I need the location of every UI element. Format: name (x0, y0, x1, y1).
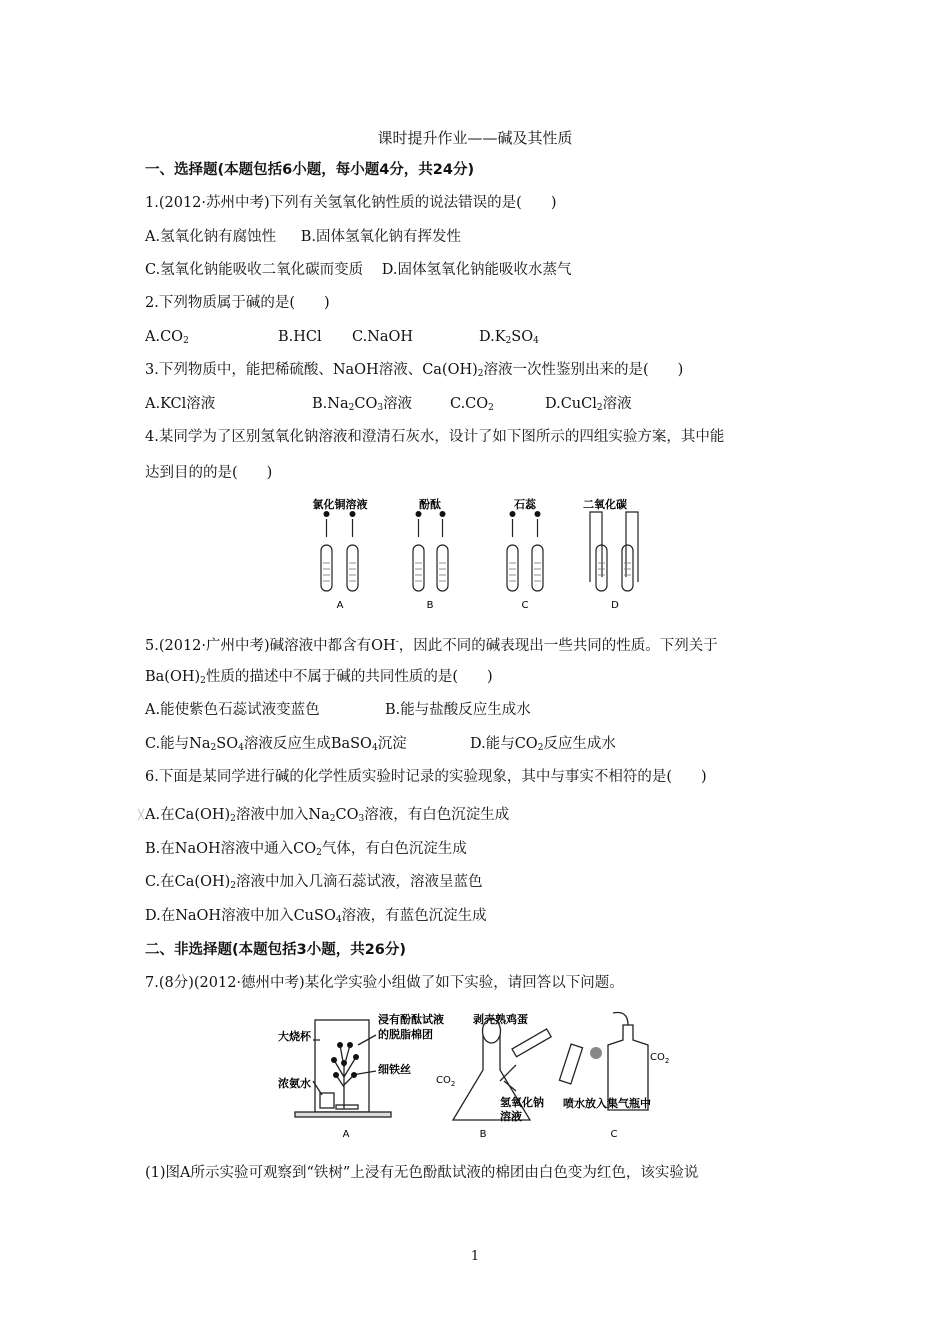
figure-letter-d: D (611, 600, 619, 611)
question-2-stem: 2.下列物质属于碱的是( ) (145, 295, 330, 311)
figure-letter-b: B (479, 1129, 487, 1140)
option-a: A.能使紫色石蕊试液变蓝色 (145, 702, 320, 718)
spray-bottle (559, 1044, 582, 1084)
question-7-stem: 7.(8分)(2012·德州中考)某化学实验小组做了如下实验，请回答以下问题。 (145, 975, 624, 991)
page-title: 课时提升作业——碱及其性质 (377, 129, 573, 147)
label-iron-wire: 细铁丝 (378, 1063, 411, 1076)
question-3-stem: 3.下列物质中，能把稀硫酸、NaOH溶液、$Ca(OH)_2$溶液一次性鉴别出来的是( ) (145, 362, 684, 379)
question-4-stem-line1: 4.某同学为了区别氢氧化钠溶液和澄清石灰水，设计了如下图所示的四组实验方案，其中能 (145, 429, 725, 445)
option-b: B.能与盐酸反应生成水 (385, 702, 531, 718)
question-6-stem: 6.下面是某同学进行碱的化学性质实验时记录的实验现象，其中与事实不相符的是( ) (145, 769, 707, 785)
figure-letter-a: A (342, 1129, 350, 1140)
question-4-stem-line2: 达到目的的是( ) (145, 465, 273, 481)
option-c: $C.CO_2$ (450, 396, 494, 413)
tube-pair-d (590, 512, 638, 591)
question-1-stem: 1.(2012·苏州中考)下列有关氢氧化钠性质的说法错误的是( ) (145, 195, 557, 211)
question-4-figure (300, 497, 650, 612)
option-b: B.HCl (278, 329, 322, 345)
question-6-option-b: B.在NaOH溶液中通入$CO_2$气体，有白色沉淀生成 (145, 841, 467, 858)
question-1-options-row1 (145, 227, 461, 247)
section-heading-nonchoice: 二、非选择题(本题包括3小题，共26分) (145, 942, 407, 958)
label-cotton-line2: 的脱脂棉团 (378, 1028, 433, 1041)
option-c: C.能与$Na_2SO_4$溶液反应生成BaSO$_4$沉淀 (145, 736, 407, 753)
label-beaker: 大烧杯 (278, 1030, 311, 1043)
label-spray: 喷水放入集气瓶中 (563, 1097, 651, 1110)
page-number: 1 (470, 1249, 480, 1264)
tube-pair-c (507, 519, 543, 591)
option-d: $D.K_2SO_4$ (479, 329, 539, 346)
label-phenolphthalein: 酚酞 (419, 498, 441, 511)
option-d: D.能与$CO_2$反应生成水 (470, 736, 616, 753)
figure-letter-b: B (426, 600, 434, 611)
x-mark-icon: ╳ (138, 810, 145, 821)
option-b: $B.Na_2CO_3$溶液 (312, 396, 413, 413)
question-6-option-c: C.在$Ca(OH)_2$溶液中加入几滴石蕊试液，溶液呈蓝色 (145, 874, 483, 891)
figure-letter-c: C (521, 600, 529, 611)
question-5-stem-line1: 5.(2012·广州中考)碱溶液中都含有OH-，因此不同的碱表现出一些共同的性质。下列关于 (145, 637, 718, 654)
label-ammonia: 浓氨水 (278, 1077, 311, 1090)
question-5-stem-line2: $Ba(OH)_2$性质的描述中不属于碱的共同性质的是( ) (145, 669, 493, 686)
label-litmus: 石蕊 (514, 498, 536, 511)
beaker (315, 1020, 369, 1112)
option-a: A.氢氧化钠有腐蚀性 (145, 229, 277, 245)
question-6-option-a: ╳ A.在$Ca(OH)_2$溶液中加入$Na_2CO_3$溶液，有白色沉淀生成 (138, 807, 510, 824)
label-cotton-line1: 浸有酚酞试液 (378, 1013, 444, 1026)
option-b: B.固体氢氧化钠有挥发性 (300, 229, 461, 245)
question-7-part-1: (1)图A所示实验可观察到“铁树”上浸有无色酚酞试液的棉团由白色变为红色，该实验说 (145, 1165, 699, 1181)
figure-letter-c: C (610, 1129, 618, 1140)
label-naoh-line1: 氢氧化钠 (500, 1096, 544, 1109)
figure-letter-a: A (336, 600, 344, 611)
syringe (512, 1029, 551, 1057)
option-d: D.CuCl$_2$溶液 (545, 396, 632, 413)
ammonia-bottle (320, 1093, 334, 1108)
tube-pair-a (321, 519, 358, 591)
section-heading-choice: 一、选择题(本题包括6小题，每小题4分，共24分) (145, 162, 475, 178)
label-co2-b: $CO_2$ (436, 1075, 456, 1088)
label-carbon-dioxide: 二氧化碳 (583, 498, 627, 511)
tube-pair-b (413, 519, 448, 591)
label-co2-c: $CO_2$ (650, 1052, 670, 1065)
label-copper-chloride: 氯化铜溶液 (312, 498, 368, 511)
question-6-option-d: D.在NaOH溶液中加入CuSO$_4$溶液，有蓝色沉淀生成 (145, 908, 487, 925)
option-d: D.固体氢氧化钠能吸收水蒸气 (381, 262, 572, 278)
option-c: C.氢氧化钠能吸收二氧化碳而变质 (145, 262, 364, 278)
question-1-options-row2 (145, 260, 572, 280)
option-a: A.KCl溶液 (145, 396, 216, 412)
question-7-figure (278, 1005, 708, 1145)
option-c: C.NaOH (352, 329, 414, 345)
label-naoh-line2: 溶液 (500, 1110, 522, 1123)
label-egg: 剥壳熟鸡蛋 (473, 1013, 528, 1026)
option-a: $A.CO_2$ (145, 329, 189, 346)
